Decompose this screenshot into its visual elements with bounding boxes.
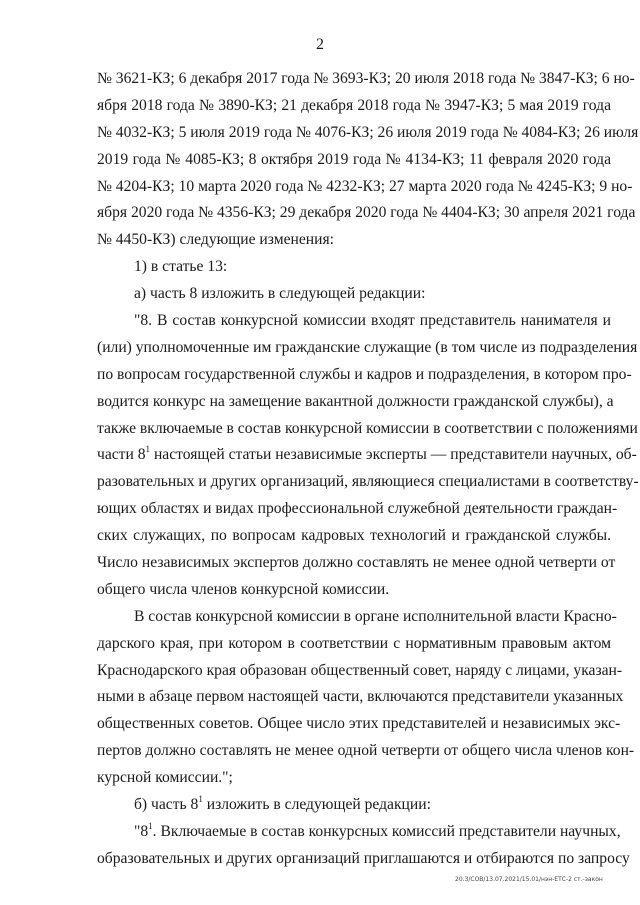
text-line (97, 792, 611, 819)
text-line: ября 2020 года № 4356-КЗ; 29 декабря 2020 года № 4404-КЗ; 30 апреля 2021 года (97, 204, 636, 222)
text-line: № 4450-КЗ) следующие изменения: (97, 231, 334, 249)
text-line: образовательных и других организаций приглашаются и отбираются по запросу (97, 849, 630, 867)
text-line: 1) в статье 13: (134, 258, 228, 276)
text-line: ющих областях и видах профессиональной служебной деятельности граждан- (97, 500, 618, 518)
text-line: В состав конкурсной комиссии в органе исполнительной власти Красно- (134, 607, 617, 625)
text-line: разовательных и других организаций, являющиеся специалистами в соответству- (97, 473, 639, 491)
text-line (97, 442, 637, 469)
text-line: дарского края, при котором в соответствии с нормативным правовым актом (97, 634, 611, 652)
text-line: пертов должно составлять не менее одной четверти от общего числа членов кон- (97, 742, 635, 760)
text-line: № 3621-КЗ; 6 декабря 2017 года № 3693-КЗ; 20 июля 2018 года № 3847-КЗ; 6 но- (97, 70, 635, 87)
document-code: 20.3/COB/13.07.2021/15.01/нэн-ЕТС-2 ст.-закон (455, 876, 603, 883)
text-segment: части 8 (97, 446, 146, 464)
text-line: курсной комиссии."; (97, 769, 233, 787)
superscript: 1 (198, 793, 203, 804)
text-line: Краснодарского края образован общественный совет, наряду с лицами, указан- (97, 661, 623, 679)
text-line: а) часть 8 изложить в следующей редакции: (134, 285, 426, 303)
superscript: 1 (148, 820, 153, 831)
text-segment: "8 (134, 822, 149, 840)
text-line: ными в абзаце первом настоящей части, включаются представители указанных (97, 688, 624, 706)
text-segment: б) часть 8 (134, 796, 199, 814)
text-line: "8. В состав конкурсной комиссии входят представитель нанимателя и (134, 312, 611, 330)
text-segment: . Включаемые в состав конкурсных комиссий представители научных, (152, 822, 621, 840)
text-line: общего числа членов конкурсной комиссии. (97, 580, 390, 598)
text-line: (или) уполномоченные им гражданские служащие (в том числе из подразделения (97, 338, 638, 356)
text-line: № 4032-КЗ; 5 июля 2019 года № 4076-КЗ; 26 июля 2019 года № 4084-КЗ; 26 июля (97, 123, 639, 141)
document-body (97, 66, 639, 873)
text-line: общественных советов. Общее число этих представителей и независимых экс- (97, 715, 621, 733)
text-line: № 4204-КЗ; 10 марта 2020 года № 4232-КЗ; 27 марта 2020 года № 4245-КЗ; 9 но- (97, 177, 633, 195)
page-number: 2 (316, 36, 324, 53)
text-line: ября 2018 года № 3890-КЗ; 21 декабря 2018 года № 3947-КЗ; 5 мая 2019 года (97, 96, 611, 114)
text-segment: настоящей статьи независимые эксперты — представители научных, об- (150, 446, 637, 464)
text-line: Число независимых экспертов должно составлять не менее одной четверти от (97, 554, 616, 572)
text-line: водится конкурс на замещение вакантной должности гражданской службы), а (97, 392, 614, 410)
text-line: ских служащих, по вопросам кадровых технологий и гражданской службы. (97, 527, 611, 545)
text-line (97, 819, 621, 846)
superscript: 1 (145, 444, 151, 455)
text-line: также включаемые в состав конкурсной комиссии в соответствии с положениями (97, 419, 638, 437)
text-segment: изложить в следующей редакции: (202, 796, 431, 814)
text-line: 2019 года № 4085-КЗ; 8 октября 2019 года № 4134-КЗ; 11 февраля 2020 года (97, 150, 611, 168)
text-line: по вопросам государственной службы и кадров и подразделения, в котором про- (97, 365, 632, 383)
